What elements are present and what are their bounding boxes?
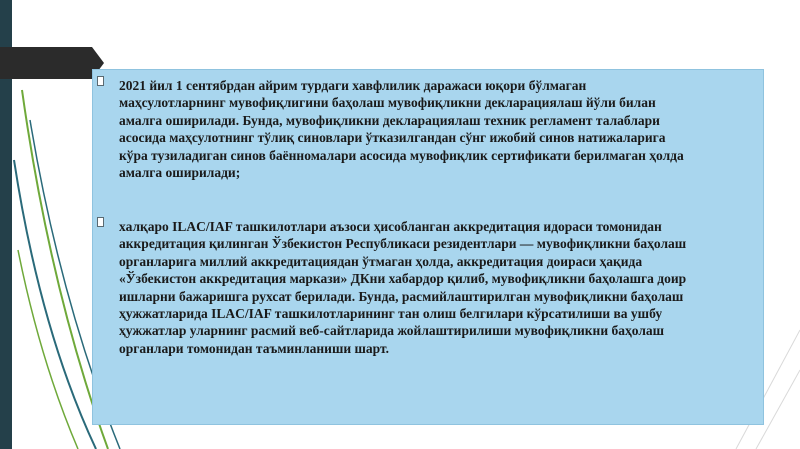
title-tab	[0, 47, 104, 79]
paragraph-1: 2021 йил 1 сентябрдан айрим турдаги хавфлилик даражаси юқори бўлмаган маҳсулотларнинг мувофиқлигини баҳолаш мувофиқликни декларациялаш йўли билан амалга оширилади. Бунда, мувофиқликни декларациялаш техник регламент талаблари асосида маҳсулотнинг тўлиқ синовлари ўтказилгандан сўнг ижобий синов натижаларига кўра тузиладиган синов баённомалари асосида мувофиқлик сертификати берилмаган ҳолда амалга оширилади;	[119, 78, 684, 181]
square-bullet-icon	[97, 76, 113, 90]
square-bullet-icon	[97, 217, 113, 231]
paragraph-2: халқаро ILAC/IAF ташкилотлари аъзоси ҳисобланган аккредитация идораси томонидан аккредитация қилинган Ўзбекистон Республикаси резидентлари — мувофиқликни баҳолаш органларига миллий аккредитациядан ўтмаган ҳолда, аккредитация доираси ҳақида «Ўзбекистон аккредитация маркази» ДКни хабардор қилиб, мувофиқликни баҳолашга доир ишларни бажаришга рухсат берилади. Бунда, расмийлаштирилган мувофиқликни баҳолаш ҳужжатларида ILAC/IAF ташкилотларининг тан олиш белгилари кўрсатилиши ва ушбу ҳужжатлар уларнинг расмий веб-сайтларида жойлаштирилиши мувофиқликни баҳолаш органлари томонидан таъминланиши шарт.	[119, 219, 687, 356]
